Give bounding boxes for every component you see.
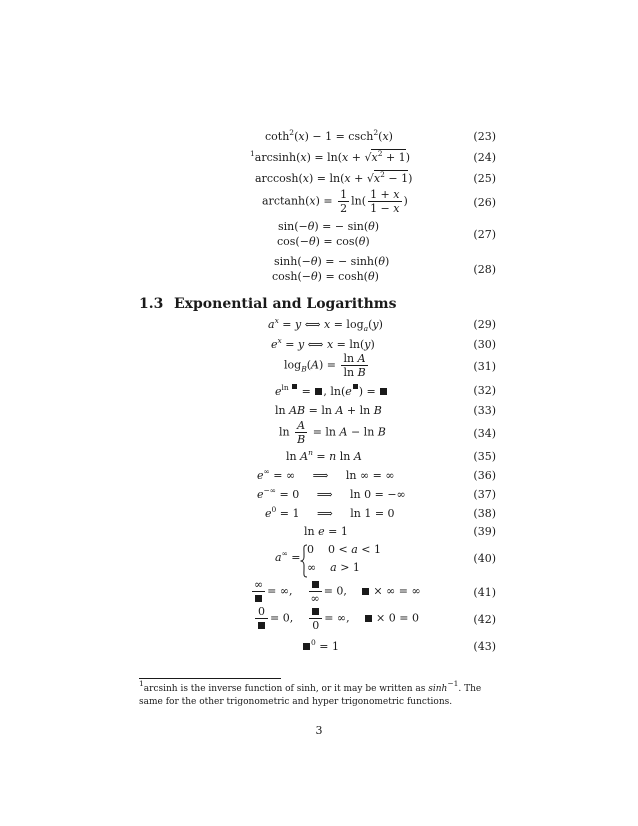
section-number: 1.3: [139, 296, 164, 312]
equation-38-body: $e^0 = 1$ ⟹ ln 1 = 0: [265, 505, 395, 520]
equation-23-body: coth$^2$(x) − 1 = csch$^2$(x): [265, 128, 393, 143]
equation-27-line1: sin(−θ) = − sin(θ): [278, 220, 380, 233]
equation-24-body: $^1\arcsin h(x) = \ln(x + √x^2 + 1)$: [250, 149, 410, 164]
equation-number: (39): [473, 525, 496, 538]
equation-number: (42): [473, 613, 496, 626]
equation-26-body: arctanh(x) = $\frac{1}{2}$ ln( $\frac{1 + x}{1 - x}$ ): [262, 188, 408, 215]
equation-number: (41): [473, 586, 496, 599]
equation-number: (29): [473, 318, 496, 331]
equation-29-body: $a^x = y$ ⟺ $x = \log_a(y)$: [268, 316, 383, 333]
equation-number: (26): [473, 196, 496, 209]
equation-number: (37): [473, 488, 496, 501]
equation-number: (23): [473, 130, 496, 143]
equation-number: (31): [473, 360, 496, 373]
equation-40-case1: 0 0 < a < 1: [307, 543, 381, 556]
equation-number: (30): [473, 338, 496, 351]
section-heading: [139, 296, 396, 312]
equation-number: (28): [473, 263, 496, 276]
equation-number: (25): [473, 172, 496, 185]
equation-number: (32): [473, 384, 496, 397]
footnote-text-a: arcsinh is the inverse function of sinh, or it may be written as: [143, 684, 429, 694]
footnote-italic: sinh: [428, 684, 448, 694]
equation-number: (36): [473, 469, 496, 482]
equation-36-body: e∞ = ∞ ⟹ ln ∞ = ∞: [257, 467, 395, 482]
equation-41-body: ∞ = ∞, ∞ = 0, × ∞ = ∞: [254, 578, 421, 605]
footnote-text-b: . The same for the other trigonometric and hyper trigonometric functions.: [139, 684, 482, 707]
equation-31-body: $\log_B(A)$ = $\frac{\text{ln A}}{\text{ln B}}$: [284, 352, 366, 379]
footnote-rule: [139, 678, 281, 679]
equation-33-body: ln AB = ln A + ln B: [275, 404, 382, 417]
footnote-mark[interactable]: 1: [250, 149, 255, 158]
equation-27-line2: cos(−θ) = cos(θ): [277, 235, 370, 248]
page-number: 3: [315, 724, 323, 737]
equation-number: (24): [473, 151, 496, 164]
equation-number: (34): [473, 427, 496, 440]
equation-40-case2: ∞ a > 1: [307, 561, 360, 574]
equation-number: (40): [473, 552, 496, 565]
equation-43-body: $^0$ = 1: [302, 640, 339, 653]
footnote-mark: 1: [139, 679, 144, 688]
equation-40-lhs: a∞ =: [275, 549, 301, 564]
equation-39-body: ln e = 1: [304, 525, 348, 538]
equation-28-line2: cosh(−θ) = cosh(θ): [272, 270, 379, 283]
footnote: [139, 679, 501, 709]
equation-25-body: $\arccos h(x) = \ln(x + √x^2 - 1)$: [255, 170, 413, 185]
equation-37-body: e−∞ = 0 ⟹ ln 0 = −∞: [257, 486, 406, 501]
equation-number: (38): [473, 507, 496, 520]
footnote-sup: −1: [447, 679, 459, 688]
equation-number: (33): [473, 404, 496, 417]
equation-42-body: 0 = 0, 0 = ∞, × 0 = 0: [253, 605, 419, 632]
section-title: Exponential and Logarithms: [174, 296, 397, 312]
equation-28-line1: sinh(−θ) = − sinh(θ): [274, 255, 390, 268]
equation-number: (35): [473, 450, 496, 463]
equation-number: (27): [473, 228, 496, 241]
equation-35-body: $\ln A^n = n$ ln A: [286, 448, 362, 463]
equation-32-body: $e^{ln}$ = , ln(e ) =: [275, 384, 388, 398]
equation-34-body: ln $\frac{A}{B}$ = ln A − ln B: [279, 419, 386, 446]
equation-30-body: $e^x = y$ ⟺ x = ln(y): [271, 336, 375, 351]
equation-number: (43): [473, 640, 496, 653]
